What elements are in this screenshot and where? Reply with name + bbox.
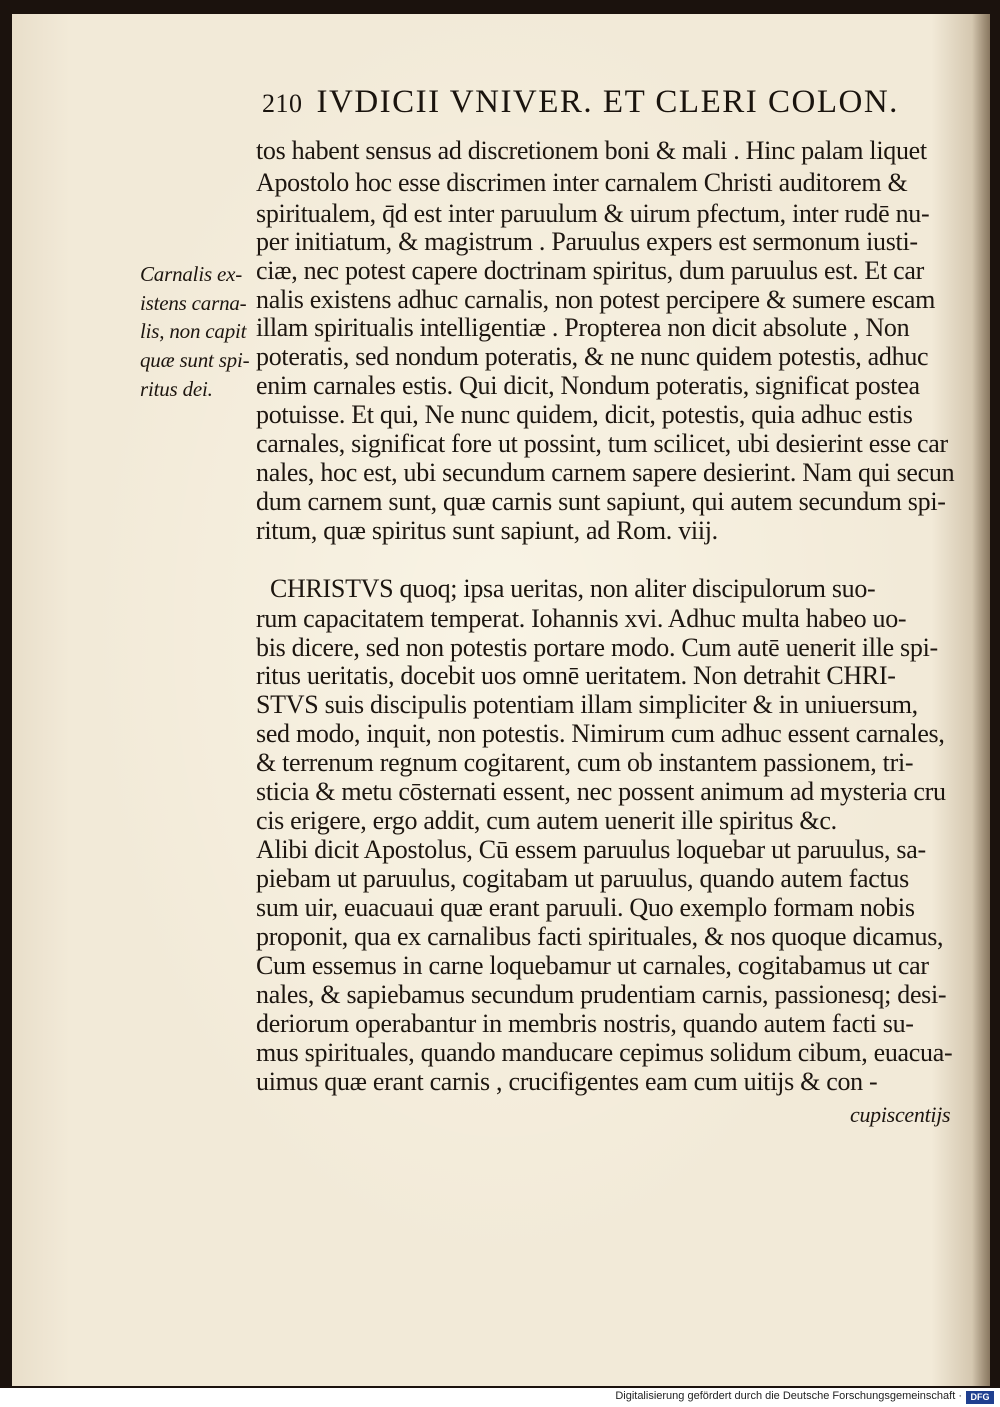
paragraph-opening-line: CHRISTVS quoq; ipsa ueritas, non aliter discipulorum suo- xyxy=(270,574,876,603)
text-line: enim carnales estis. Qui dicit, Nondum poteratis, significat postea xyxy=(256,371,920,400)
text-line: tos habent sensus ad discretionem boni & mali . Hinc palam liquet xyxy=(256,136,927,165)
text-line: piebam ut paruulus, cogitabam ut paruulus, quando autem factus xyxy=(256,864,909,893)
text-line: STVS suis discipulis potentiam illam simpliciter & in uniuersum, xyxy=(256,690,918,719)
text-line: spiritualem, q̄d est inter paruulum & uirum pfectum, inter rudē nu- xyxy=(256,199,930,228)
text-line: ciæ, nec potest capere doctrinam spiritus, dum paruulus est. Et car xyxy=(256,256,924,285)
dfg-logo: DFG xyxy=(966,1391,994,1404)
text-line: proponit, qua ex carnalibus facti spirituales, & nos quoque dicamus, xyxy=(256,922,944,951)
text-line: poteratis, sed nondum poteratis, & ne nunc quidem potestis, adhuc xyxy=(256,342,929,371)
text-line: Alibi dicit Apostolus, Cū essem paruulus loquebar ut paruulus, sa- xyxy=(256,835,926,864)
text-line: potuisse. Et qui, Ne nunc quidem, dicit, potestis, quia adhuc estis xyxy=(256,400,913,429)
text-line: sum uir, euacuaui quæ erant paruuli. Quo exemplo formam nobis xyxy=(256,893,915,922)
running-head xyxy=(262,84,899,121)
margin-note-line: ritus dei. xyxy=(140,377,213,401)
text-line: per initiatum, & magistrum . Paruulus expers est sermonum iusti- xyxy=(256,227,918,256)
text-line: ritum, quæ spiritus sunt sapiunt, ad Rom. viij. xyxy=(256,516,718,545)
text-line: deriorum operabantur in membris nostris, quando autem facti su- xyxy=(256,1009,914,1038)
text-line: sticia & metu cōsternati essent, nec possent animum ad mysteria cru xyxy=(256,777,946,806)
catchword: cupiscentijs xyxy=(850,1102,951,1127)
text-line: uimus quæ erant carnis , crucifigentes eam cum uitijs & con - xyxy=(256,1067,878,1096)
margin-note-line: istens carna- xyxy=(140,291,247,315)
text-line: illam spiritualis intelligentiæ . Propterea non dicit absolute , Non xyxy=(256,313,910,342)
text-line: Cum essemus in carne loquebamur ut carnales, cogitabamus ut car xyxy=(256,951,929,980)
text-line: sed modo, inquit, non potestis. Nimirum cum adhuc essent carnales, xyxy=(256,719,945,748)
page-edge-shadow xyxy=(972,14,990,1386)
text-line: carnales, significat fore ut possint, tum scilicet, ubi desierint esse car xyxy=(256,429,948,458)
running-head-title: IVDICII VNIVER. ET CLERI COLON. xyxy=(316,84,899,120)
text-line: nalis existens adhuc carnalis, non potest percipere & sumere escam xyxy=(256,285,936,314)
text-line: nales, hoc est, ubi secundum carnem sapere desierint. Nam qui secun xyxy=(256,458,955,487)
text-line: rum capacitatem temperat. Iohannis xvi. Adhuc multa habeo uo- xyxy=(256,604,907,633)
text-line: mus spirituales, quando manducare cepimus solidum cibum, euacua- xyxy=(256,1038,953,1067)
text-line: nales, & sapiebamus secundum prudentiam carnis, passionesq; desi- xyxy=(256,980,947,1009)
margin-note-line: lis, non capit xyxy=(140,319,247,343)
margin-note-line: quæ sunt spi- xyxy=(140,348,250,372)
text-line: ritus ueritatis, docebit uos omnē ueritatem. Non detrahit CHRI- xyxy=(256,661,896,690)
margin-note-line: Carnalis ex- xyxy=(140,262,243,286)
digitization-footer xyxy=(0,1388,1000,1407)
funding-credit: Digitalisierung gefördert durch die Deutsche Forschungsgemeinschaft · xyxy=(615,1390,962,1402)
text-line: bis dicere, sed non potestis portare modo. Cum autē uenerit ille spi- xyxy=(256,633,938,662)
text-line: & terrenum regnum cogitarent, cum ob instantem passionem, tri- xyxy=(256,748,914,777)
text-line: dum carnem sunt, quæ carnis sunt sapiunt, qui autem secundum spi- xyxy=(256,487,946,516)
text-line: cis erigere, ergo addit, cum autem uenerit ille spiritus &c. xyxy=(256,806,837,835)
page-number: 210 xyxy=(262,89,303,118)
text-line: Apostolo hoc esse discrimen inter carnalem Christi auditorem & xyxy=(256,168,908,197)
